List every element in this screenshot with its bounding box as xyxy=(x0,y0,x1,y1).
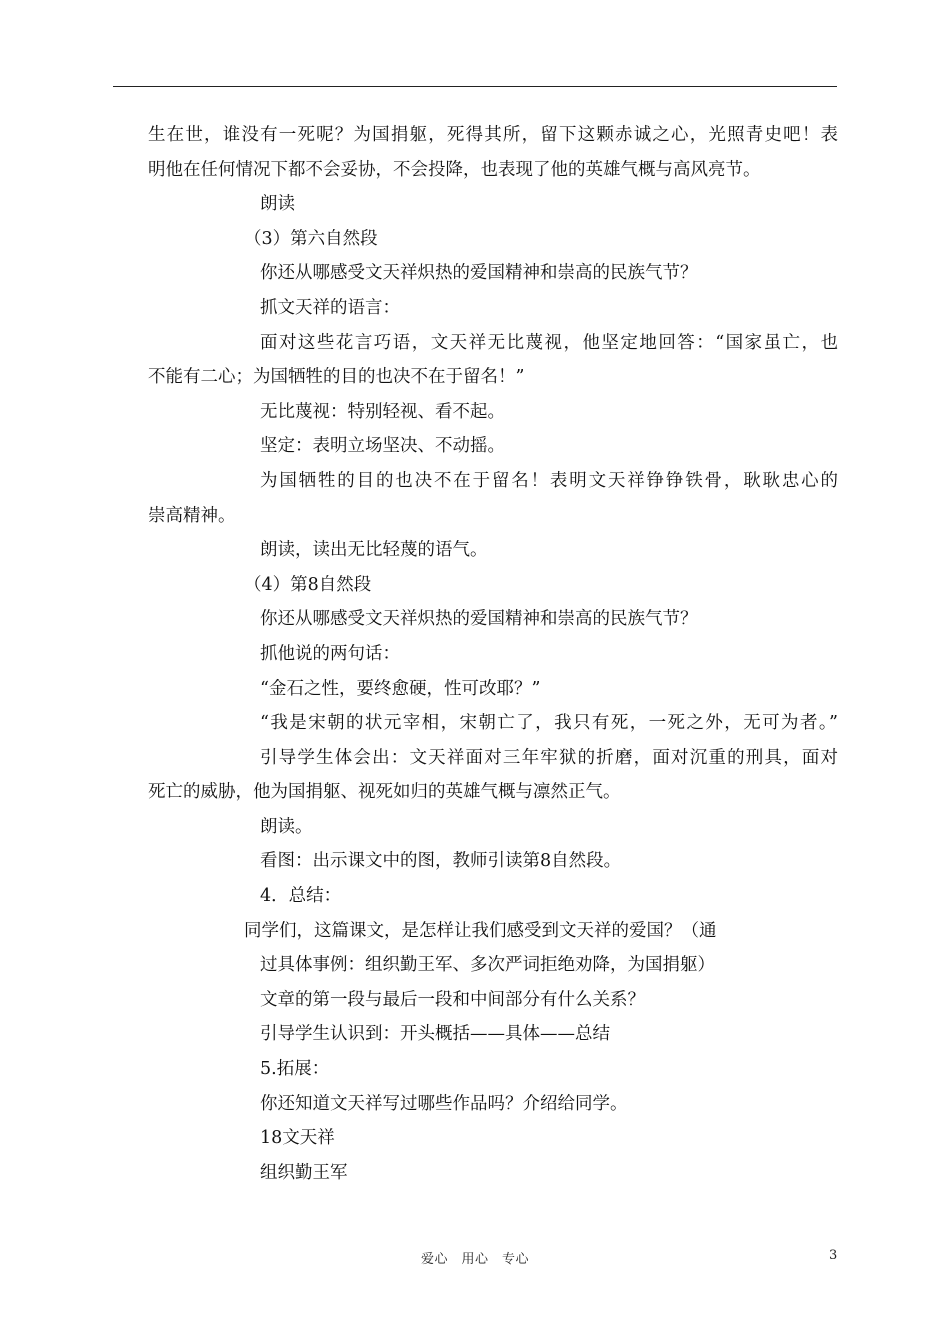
text-line: “我是宋朝的状元宰相，宋朝亡了，我只有死，一死之外，无可为者。” xyxy=(260,713,838,734)
text-line: 朗读。 xyxy=(260,816,313,837)
text-line: 引导学生体会出：文天祥面对三年牢狱的折磨，面对沉重的刑具，面对 xyxy=(260,747,838,768)
text-line: 无比蔑视：特别轻视、看不起。 xyxy=(260,401,505,422)
text-line: 看图：出示课文中的图，教师引读第8自然段。 xyxy=(260,851,622,872)
text-line: 你还从哪感受文天祥炽热的爱国精神和崇高的民族气节？ xyxy=(260,263,698,284)
text-line: 同学们，这篇课文，是怎样让我们感受到文天祥的爱国？（通 xyxy=(244,920,717,941)
text-line: 明他在任何情况下都不会妥协，不会投降，也表现了他的英雄气概与高风亮节。 xyxy=(148,159,761,180)
text-line: 你还知道文天祥写过哪些作品吗？介绍给同学。 xyxy=(260,1093,628,1114)
text-line: 朗读，读出无比轻蔑的语气。 xyxy=(260,540,488,561)
text-line: （4）第8自然段 xyxy=(244,574,372,595)
text-line: 5.拓展： xyxy=(260,1059,330,1080)
text-line: 为国牺牲的目的也决不在于留名！表明文天祥铮铮铁骨，耿耿忠心的 xyxy=(260,470,838,491)
document-body xyxy=(148,118,838,1190)
text-line: 死亡的威胁，他为国捐躯、视死如归的英雄气概与凛然正气。 xyxy=(148,782,621,803)
text-line: 朗读 xyxy=(260,194,295,215)
text-line: “金石之性，要终愈硬，性可改耶？” xyxy=(260,678,541,699)
text-line: 坚定：表明立场坚决、不动摇。 xyxy=(260,436,505,457)
text-line: 崇高精神。 xyxy=(148,505,236,526)
text-line: 不能有二心；为国牺牲的目的也决不在于留名！” xyxy=(148,367,525,388)
header-rule xyxy=(113,86,837,87)
text-line: 过具体事例：组织勤王军、多次严词拒绝劝降，为国捐躯） xyxy=(260,955,715,976)
text-line: （3）第六自然段 xyxy=(244,228,378,249)
text-line: 抓他说的两句话： xyxy=(260,643,400,664)
text-line: 组织勤王军 xyxy=(260,1162,348,1183)
text-line: 4．总结： xyxy=(260,886,342,907)
text-line: 引导学生认识到：开头概括——具体——总结 xyxy=(260,1024,610,1045)
page-number: 3 xyxy=(829,1248,838,1263)
text-line: 生在世，谁没有一死呢？为国捐躯，死得其所，留下这颗赤诚之心，光照青史吧！表 xyxy=(148,125,838,145)
text-line: 文章的第一段与最后一段和中间部分有什么关系？ xyxy=(260,989,645,1010)
text-line: 面对这些花言巧语，文天祥无比蔑视，他坚定地回答：“国家虽亡，也 xyxy=(260,332,838,353)
text-line: 抓文天祥的语言： xyxy=(260,297,400,318)
footer-slogan: 爱心 用心 专心 xyxy=(420,1252,529,1267)
text-line: 你还从哪感受文天祥炽热的爱国精神和崇高的民族气节？ xyxy=(260,609,698,630)
text-line: 18文天祥 xyxy=(260,1128,335,1149)
